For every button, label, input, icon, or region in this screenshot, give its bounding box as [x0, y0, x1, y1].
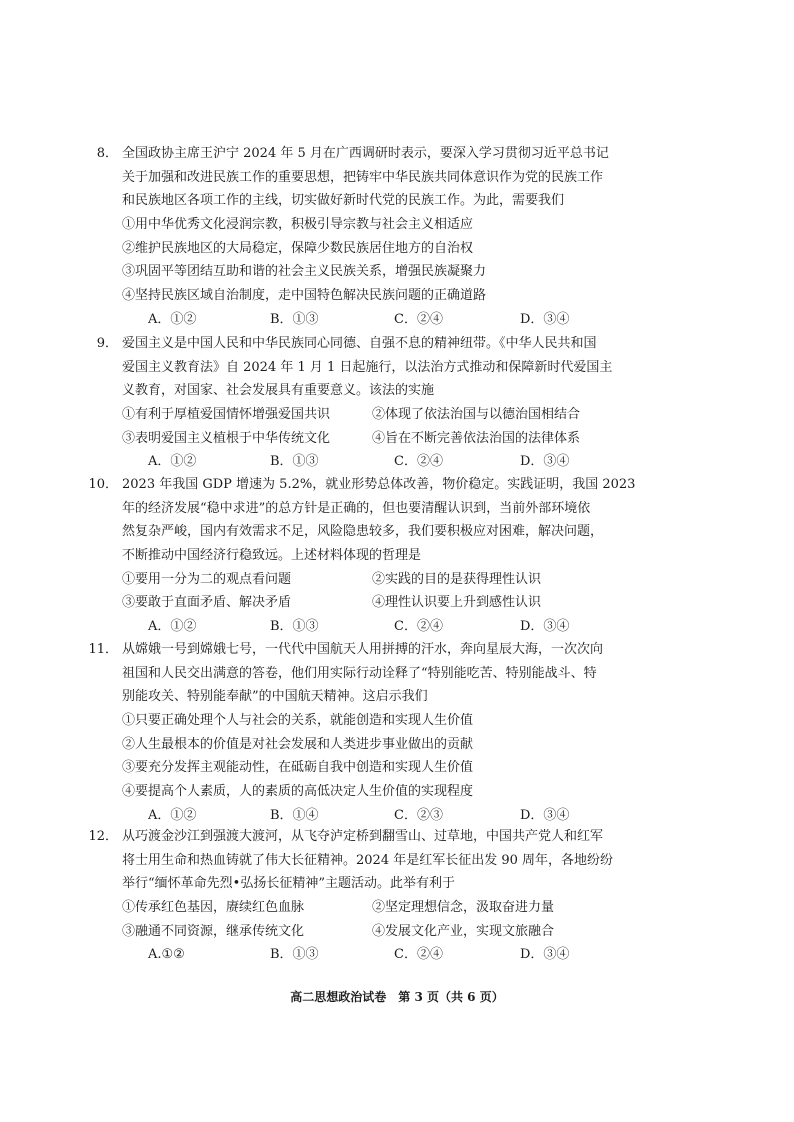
- option-c[interactable]: C．②④: [394, 454, 443, 470]
- question-10: [88, 473, 682, 639]
- answer-options: [122, 804, 682, 828]
- question-number: 12．: [88, 829, 118, 844]
- question-number: 11．: [88, 642, 118, 657]
- question-stem-line: 不断推动中国经济行稳致远。上述材料体现的哲理是: [122, 548, 422, 564]
- question-stem-line: 举行“缅怀革命先烈•弘扬长征精神”主题活动。此举有利于: [122, 876, 455, 892]
- question-number: 9．: [96, 336, 118, 351]
- option-b[interactable]: B．①③: [270, 311, 319, 327]
- statement: ③要敢于直面矛盾、解决矛盾: [122, 595, 292, 611]
- answer-options: [122, 615, 682, 639]
- statement: ①要用一分为二的观点看问题: [122, 571, 292, 587]
- answer-options: [122, 943, 682, 967]
- statement: ④理性认识要上升到感性认识: [372, 595, 542, 611]
- statement-row: [122, 920, 682, 944]
- answer-options: [122, 308, 682, 332]
- statement: ④发展文化产业，实现文旅融合: [372, 923, 555, 939]
- question-stem-line: 和民族地区各项工作的主线，切实做好新时代党的民族工作。为此，需要我们: [122, 193, 565, 209]
- question-number: 8．: [96, 146, 118, 161]
- option-d[interactable]: D．③④: [520, 619, 570, 635]
- answer-options: [122, 450, 682, 474]
- question-stem-line: 关于加强和改进民族工作的重要思想，把铸牢中华民族共同体意识作为党的民族工作: [122, 169, 604, 185]
- option-c[interactable]: C．②④: [394, 311, 443, 327]
- statement-row: [122, 568, 682, 592]
- statement: ①有利于厚植爱国情怀增强爱国共识: [122, 407, 331, 423]
- question-stem-line: 别能攻关、特别能奉献”的中国航天精神。这启示我们: [122, 689, 428, 705]
- statement: ②实践的目的是获得理性认识: [372, 571, 542, 587]
- statement: ③融通不同资源，继承传统文化: [122, 923, 305, 939]
- option-b[interactable]: B．①③: [270, 619, 319, 635]
- question-stem-line: 爱国主义是中国人民和中华民族同心同德、自强不息的精神纽带。《中华人民共和国: [122, 336, 597, 351]
- question-number: 10．: [88, 477, 118, 492]
- option-a[interactable]: A．①②: [148, 619, 197, 635]
- option-a[interactable]: A．①②: [148, 807, 197, 823]
- option-c[interactable]: C．②④: [394, 619, 443, 635]
- statement: ①用中华优秀文化浸润宗教，积极引导宗教与社会主义相适应: [122, 217, 474, 233]
- statement: ④旨在不断完善依法治国的法律体系: [372, 430, 581, 446]
- statement: ①传承红色基因，赓续红色血脉: [122, 900, 305, 916]
- question-stem-line: 将士用生命和热血铸就了伟大长征精神。2024 年是红军长征出发 90 周年，各地纷纷: [122, 852, 614, 868]
- statement: ④坚持民族区域自治制度，走中国特色解决民族问题的正确道路: [122, 288, 487, 304]
- option-c[interactable]: C．②④: [394, 947, 443, 963]
- statement: ②人生最根本的价值是对社会发展和人类进步事业做出的贡献: [122, 736, 474, 752]
- statement-row: [122, 427, 682, 451]
- page-footer: 高二思想政治试卷 第 3 页（共 6 页）: [290, 990, 504, 1004]
- option-b[interactable]: B．①④: [270, 807, 319, 823]
- option-d[interactable]: D．③④: [520, 807, 570, 823]
- question-stem-line: 爱国主义教育法》自 2024 年 1 月 1 日起施行，以法治方式推动和保障新时代爱国主: [122, 359, 613, 375]
- question-stem-line: 全国政协主席王沪宁 2024 年 5 月在广西调研时表示，要深入学习贯彻习近平总书记: [122, 146, 609, 161]
- statement: ④要提高个人素质，人的素质的高低决定人生价值的实现程度: [122, 784, 474, 800]
- statement: ③巩固平等团结互助和谐的社会主义民族关系，增强民族凝聚力: [122, 264, 487, 280]
- option-d[interactable]: D．③④: [520, 947, 570, 963]
- statement: ①只要正确处理个人与社会的关系，就能创造和实现人生价值: [122, 713, 474, 729]
- option-d[interactable]: D．③④: [520, 454, 570, 470]
- question-stem-line: 然复杂严峻，国内有效需求不足，风险隐患较多，我们要积极应对困难，解决问题，: [122, 524, 604, 540]
- option-d[interactable]: D．③④: [520, 311, 570, 327]
- question-stem-line: 义教育，对国家、社会发展具有重要意义。该法的实施: [122, 383, 435, 399]
- option-b[interactable]: B．①③: [270, 454, 319, 470]
- option-c[interactable]: C．②③: [394, 807, 443, 823]
- option-b[interactable]: B．①③: [270, 947, 319, 963]
- option-a[interactable]: A.①②: [148, 947, 185, 963]
- question-8: [96, 142, 682, 332]
- question-stem-line: 2023 年我国 GDP 增速为 5.2%，就业形势总体改善，物价稳定。实践证明，我国 2023: [122, 477, 636, 492]
- question-stem-line: 祖国和人民交出满意的答卷，他们用实际行动诠释了“特别能吃苦、特别能战斗、特: [122, 665, 597, 681]
- question-11: [88, 638, 682, 828]
- statement: ③要充分发挥主观能动性，在砥砺自我中创造和实现人生价值: [122, 760, 474, 776]
- statement: ②坚定理想信念，汲取奋进力量: [372, 900, 555, 916]
- option-a[interactable]: A．①②: [148, 311, 197, 327]
- question-stem-line: 年的经济发展“稳中求进”的总方针是正确的，但也要清醒认识到，当前外部环境依: [122, 500, 591, 516]
- question-stem-line: 从巧渡金沙江到强渡大渡河，从飞夺泸定桥到翻雪山、过草地，中国共产党人和红军: [122, 829, 604, 844]
- option-a[interactable]: A．①②: [148, 454, 197, 470]
- question-12: [88, 825, 682, 967]
- statement-row: [122, 591, 682, 615]
- statement-row: [122, 403, 682, 427]
- statement: ③表明爱国主义植根于中华传统文化: [122, 430, 331, 446]
- question-9: [96, 332, 682, 474]
- question-stem-line: 从嫦娥一号到嫦娥七号，一代代中国航天人用拼搏的汗水，奔向星辰大海，一次次向: [122, 642, 604, 657]
- statement: ②维护民族地区的大局稳定，保障少数民族居住地方的自治权: [122, 240, 474, 256]
- statement: ②体现了依法治国与以德治国相结合: [372, 407, 581, 423]
- statement-row: [122, 896, 682, 920]
